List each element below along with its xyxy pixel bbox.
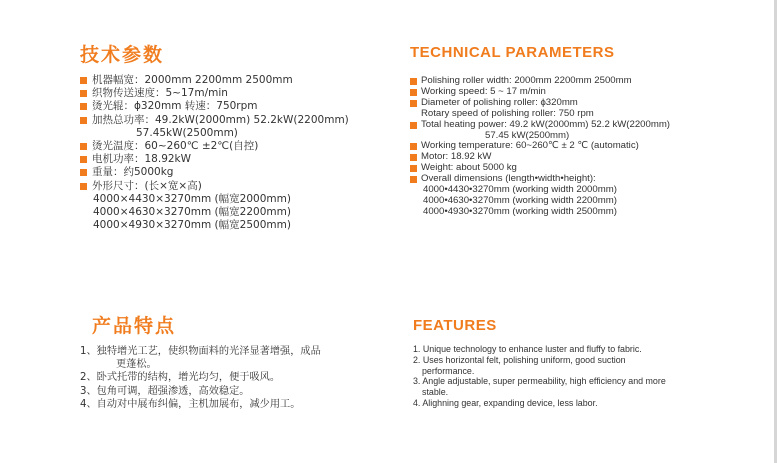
features-list-en bbox=[413, 344, 758, 409]
square-bullet-icon bbox=[80, 156, 87, 163]
param-text: Weight: about 5000 kg bbox=[421, 162, 517, 174]
feature-item bbox=[80, 371, 390, 384]
square-bullet-icon bbox=[410, 100, 417, 107]
param-item bbox=[80, 100, 400, 113]
square-bullet-icon bbox=[410, 165, 417, 172]
param-item bbox=[410, 120, 760, 142]
param-text: Motor: 18.92 kW bbox=[421, 151, 492, 163]
dimension-line: 4000×4630×3270mm (幅宽2200mm) bbox=[93, 206, 291, 219]
square-bullet-icon bbox=[410, 78, 417, 85]
dimension-line: 4000•4630•3270mm (working width 2200mm) bbox=[423, 194, 617, 206]
feature-item bbox=[413, 355, 758, 377]
param-text: 织物传送速度：5~17m/min bbox=[92, 87, 228, 100]
feature-text: 3. Angle adjustable, super permeability, high efficiency and more bbox=[413, 376, 666, 387]
param-item bbox=[80, 166, 400, 179]
square-bullet-icon bbox=[410, 143, 417, 150]
tech-params-list-zh bbox=[80, 74, 400, 232]
feature-item bbox=[413, 398, 758, 409]
feature-item bbox=[80, 398, 390, 411]
feature-item bbox=[80, 345, 390, 371]
param-item bbox=[80, 87, 400, 100]
param-item bbox=[80, 114, 400, 140]
features-title-en: FEATURES bbox=[413, 317, 497, 334]
square-bullet-icon bbox=[80, 103, 87, 110]
param-text: Working temperature: 60~260℃ ± 2 ℃ (automatic) bbox=[421, 140, 639, 152]
param-text: 电机功率：18.92kW bbox=[92, 153, 192, 166]
param-item bbox=[410, 174, 760, 218]
param-item bbox=[80, 153, 400, 166]
feature-text: 1. Unique technology to enhance luster and fluffy to fabric. bbox=[413, 344, 642, 354]
param-text: 加热总功率：49.2kW(2000mm) 52.2kW(2200mm) bbox=[92, 113, 349, 126]
feature-text: 2、卧式托带的结构，增光均匀，便于吸风。 bbox=[80, 372, 281, 384]
square-bullet-icon bbox=[410, 154, 417, 161]
square-bullet-icon bbox=[410, 122, 417, 129]
feature-item bbox=[413, 376, 758, 398]
square-bullet-icon bbox=[80, 169, 87, 176]
param-continuation: 57.45 kW(2500mm) bbox=[485, 129, 570, 141]
square-bullet-icon bbox=[80, 77, 87, 84]
feature-text: 2. Uses horizontal felt, polishing uniform, good suction bbox=[413, 354, 626, 365]
param-text: 烫光辊：ϕ320mm 转速：750rpm bbox=[92, 100, 258, 113]
feature-continuation: performance. bbox=[422, 365, 475, 376]
feature-text: 3、包角可调，超强渗透，高效稳定。 bbox=[80, 385, 250, 397]
param-continuation: 57.45kW(2500mm) bbox=[136, 126, 238, 139]
square-bullet-icon bbox=[80, 143, 87, 150]
dimension-line: 4000×4930×3270mm (幅宽2500mm) bbox=[93, 219, 291, 232]
param-text: 外形尺寸：(长×宽×高) bbox=[92, 179, 202, 192]
param-text: Working speed: 5 ~ 17 m/min bbox=[421, 85, 546, 97]
tech-params-title-en: TECHNICAL PARAMETERS bbox=[410, 44, 615, 61]
features-list-zh bbox=[80, 345, 390, 411]
feature-item bbox=[413, 344, 758, 355]
param-item bbox=[80, 180, 400, 233]
square-bullet-icon bbox=[80, 183, 87, 190]
square-bullet-icon bbox=[80, 90, 87, 97]
feature-text: 4. Alighning gear, expanding device, less labor. bbox=[413, 397, 598, 408]
param-item bbox=[80, 140, 400, 153]
param-text: Overall dimensions (length•width•height): bbox=[421, 173, 596, 185]
square-bullet-icon bbox=[410, 176, 417, 183]
feature-text: 4、自动对中展布纠偏，主机加展布，减少用工。 bbox=[80, 398, 301, 410]
param-text: Total heating power: 49.2 kW(2000mm) 52.2 kW(2200mm) bbox=[421, 118, 671, 130]
feature-text: 1、独特增光工艺，使织物面料的光泽显著增强，成品 bbox=[80, 346, 321, 357]
square-bullet-icon bbox=[410, 89, 417, 96]
param-text: 机器幅宽：2000mm 2200mm 2500mm bbox=[92, 74, 293, 86]
dimension-line: 4000×4430×3270mm (幅宽2000mm) bbox=[93, 192, 291, 205]
feature-continuation: stable. bbox=[422, 387, 449, 398]
param-text: 烫光温度：60~260℃ ±2℃(自控) bbox=[92, 140, 259, 153]
tech-params-title-zh: 技术参数 bbox=[80, 44, 165, 66]
dimension-line: 4000•4430•3270mm (working width 2000mm) bbox=[423, 184, 617, 196]
feature-continuation: 更蓬松。 bbox=[116, 359, 157, 371]
feature-item bbox=[80, 385, 390, 398]
dimension-line: 4000•4930•3270mm (working width 2500mm) bbox=[423, 205, 617, 217]
param-text: 重量：约5000kg bbox=[92, 166, 174, 179]
param-continuation: Rotary speed of polishing roller: 750 rpm bbox=[421, 107, 594, 119]
param-text: Polishing roller width: 2000mm 2200mm 2500mm bbox=[421, 75, 632, 86]
param-text: Diameter of polishing roller: ϕ320mm bbox=[421, 96, 578, 108]
features-title-zh: 产品特点 bbox=[92, 315, 177, 337]
tech-params-list-en bbox=[410, 76, 760, 218]
square-bullet-icon bbox=[80, 117, 87, 124]
param-item bbox=[80, 74, 400, 87]
param-item bbox=[410, 98, 760, 120]
